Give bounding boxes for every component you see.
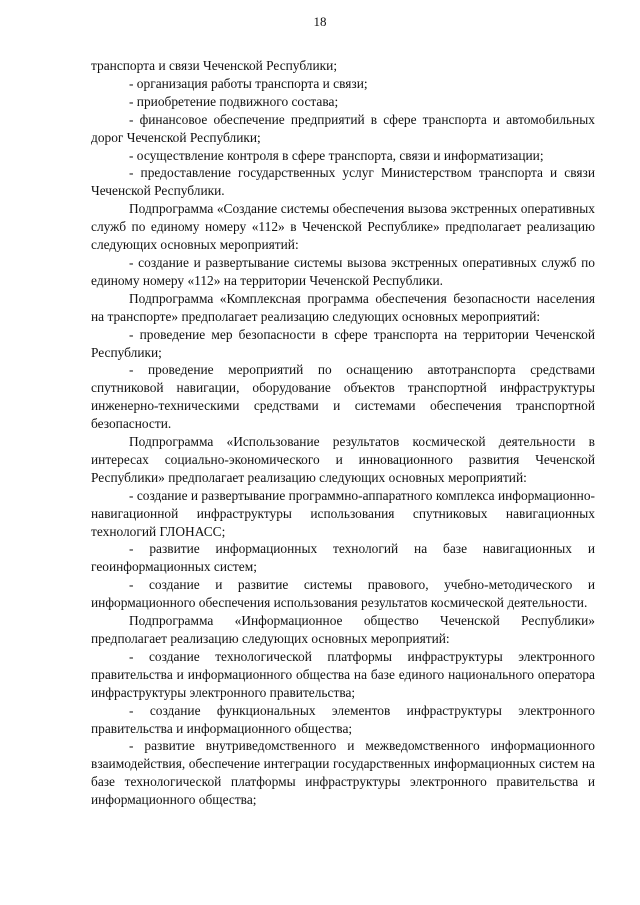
- list-item: - развитие информационных технологий на базе навигационных и геоинформационных систем;: [91, 541, 595, 575]
- subprogram-paragraph: Подпрограмма «Использование результатов космической деятельности в интересах социально-экономического и инновационного развития Чеченской Республики» предполагает реализацию следующих основных мероприятий:: [91, 434, 595, 485]
- list-item: - создание и развертывание программно-аппаратного комплекса информационно-навигационной инфраструктуры использования спутниковых навигационных технологий ГЛОНАСС;: [91, 487, 595, 539]
- page-number: 18: [313, 14, 327, 29]
- document-body: [91, 57, 595, 809]
- list-item: - приобретение подвижного состава;: [129, 93, 339, 109]
- list-item: - создание функциональных элементов инфраструктуры электронного правительства и информационного общества;: [91, 702, 595, 736]
- list-item: - осуществление контроля в сфере транспорта, связи и информатизации;: [129, 147, 544, 163]
- list-item: - финансовое обеспечение предприятий в сфере транспорта и автомобильных дорог Чеченской Республики;: [91, 111, 595, 145]
- subprogram-paragraph: Подпрограмма «Комплексная программа обеспечения безопасности населения на транспорте» предполагает реализацию следующих основных мероприятий:: [91, 290, 595, 324]
- list-item: - создание технологической платформы инфраструктуры электронного правительства и информационного общества на базе единого национального оператора инфраструктуры электронного правительства;: [91, 648, 595, 700]
- subprogram-paragraph: Подпрограмма «Создание системы обеспечения вызова экстренных оперативных служб по единому номеру «112» в Чеченской Республике» предполагает реализацию следующих основных мероприятий:: [91, 201, 595, 253]
- list-item: - организация работы транспорта и связи;: [129, 75, 368, 91]
- list-item: - создание и развертывание системы вызова экстренных оперативных служб по единому номеру «112» на территории Чеченской Республики.: [91, 254, 595, 288]
- list-item: - проведение мер безопасности в сфере транспорта на территории Чеченской Республики;: [91, 326, 595, 360]
- subprogram-paragraph: Подпрограмма «Информационное общество Чеченской Республики» предполагает реализацию следующих основных мероприятий:: [91, 613, 595, 646]
- list-item: - развитие внутриведомственного и межведомственного информационного взаимодействия, обеспечение интеграции государственных информационных систем на базе технологической платформы инфраструктуры электронного правительства и информационного общества;: [91, 738, 595, 808]
- list-item: - предоставление государственных услуг Министерством транспорта и связи Чеченской Республики.: [91, 165, 595, 199]
- list-item: - проведение мероприятий по оснащению автотранспорта средствами спутниковой навигации, оборудование объектов транспортной инфраструктуры инженерно-техническими средствами и системами обеспечения транспортной безопасности.: [91, 362, 595, 432]
- paragraph-continuation: транспорта и связи Чеченской Республики;: [91, 58, 338, 73]
- list-item: - создание и развитие системы правового, учебно-методического и информационного обеспечения использования результатов космической деятельности.: [91, 577, 595, 611]
